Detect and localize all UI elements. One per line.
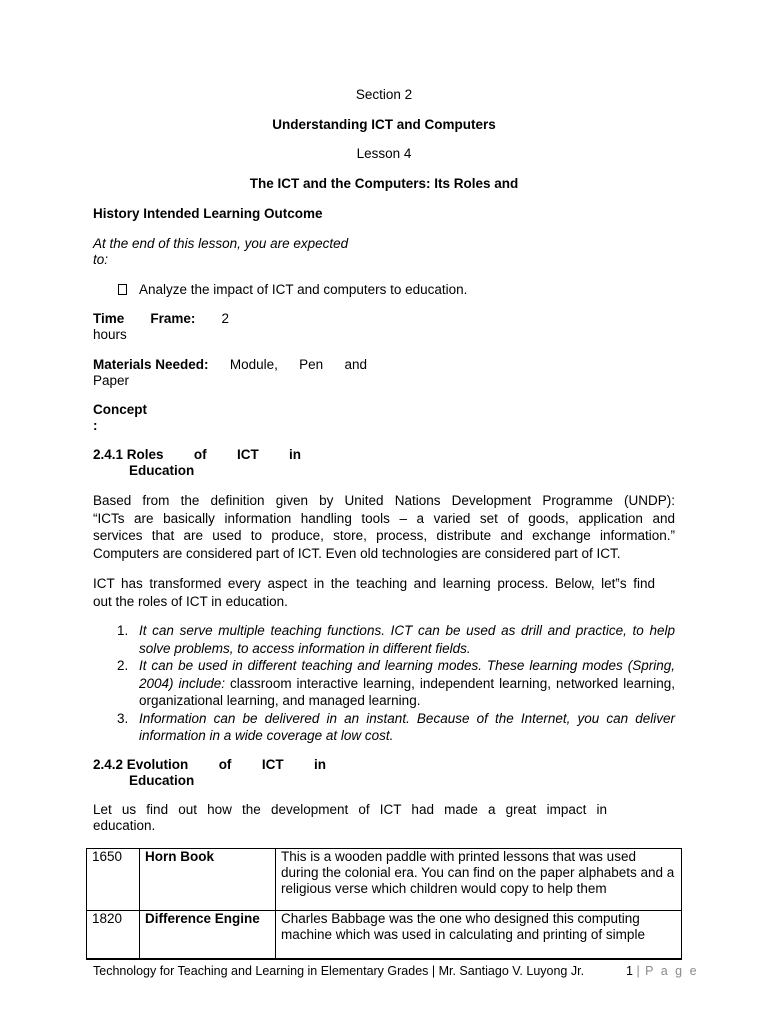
table-cell-name: Difference Engine [140,911,276,959]
heading-2-4-2-word1: Evolution [126,757,189,772]
list-item-italic: Information can be delivered in an instant. Because of the Internet, you can deliver information in a wide coverage at low cost. [139,710,675,743]
lesson-title: The ICT and the Computers: Its Roles and [249,176,519,191]
para1-line [93,545,675,563]
time-frame-line1 [93,311,229,327]
para1-line4: Computers are considered part of ICT. Even old technologies are considered part of ICT. [93,545,621,561]
list-item-number: 2. [117,658,129,673]
section-title: Understanding ICT and Computers [272,117,496,132]
para1-line [93,527,675,545]
materials-word2: Pen [299,357,324,372]
heading-2-4-1-line1 [93,447,301,463]
section-label: Section 2 [355,87,413,102]
footer-divider [86,959,682,960]
para1-line3: services that are used to produce, store, process, distribute and exchange information.” [93,528,675,543]
page-separator: | [636,964,642,978]
time-frame-word2: Frame: [150,311,196,326]
paragraph-transformed [93,575,655,610]
time-frame [93,311,229,343]
checkbox-bullet-icon [118,284,127,295]
list-item-number: 3. [117,710,129,726]
para2-line2: out the roles of ICT in education. [93,593,288,609]
evolution-intro-line2: education. [93,818,156,833]
evolution-intro-line1: Let us find out how the development of ICT had made a great impact in [93,802,607,817]
list-item [93,622,675,657]
para1-line1: Based from the definition given by United Nations Development Programme (UNDP): [93,493,675,508]
list-item [93,710,675,745]
list-item-italic: It can be used in different teaching and learning modes. These learning modes (Spring, 2004) include: [139,658,675,691]
heading-2-4-1-num [93,447,164,463]
list-item [93,657,675,710]
heading-2-4-2-line2: Education [129,773,195,788]
lesson-label: Lesson 4 [356,146,412,161]
heading-2-4-2-word3: ICT [261,757,284,772]
roles-list [93,622,675,745]
heading-2-4-2 [93,757,326,789]
heading-2-4-2-line1 [93,757,326,773]
outcome-heading: History Intended Learning Outcome [93,206,323,221]
outcome-intro-text1: At the end of this lesson, you are expected [93,236,349,251]
materials-line1 [93,357,367,373]
list-item-number: 1. [117,623,129,638]
materials-label: Materials Needed: [93,357,209,372]
table-cell-desc: This is a wooden paddle with printed lessons that was used during the colonial era. You can find on the paper alphabets and a religious verse which children would copy to help them [276,849,682,911]
table-cell-year: 1820 [87,911,140,959]
heading-2-4-2-number: 2.4.2 [93,757,124,772]
heading-2-4-2-word4: in [313,757,326,772]
list-item-plain: classroom interactive learning, independent learning, networked learning, organizational learning, and managed learning. [139,675,676,708]
page-label: P a g e [645,964,699,978]
heading-2-4-1-word1: Roles [126,447,164,462]
table-row [87,911,682,959]
table-cell-name: Horn Book [140,849,276,911]
heading-2-4-1-word2: of [193,447,207,462]
materials-line2: Paper [93,373,130,388]
concept-heading [93,402,147,434]
time-frame-value: 2 [221,311,229,326]
page-number-value: 1 [626,964,633,978]
materials-word1: Module, [229,357,278,372]
concept-line1: Concept [93,402,147,417]
para1-line [93,492,675,510]
outcome-bullet-text: Analyze the impact of ICT and computers to education. [139,282,468,297]
time-frame-unit: hours [93,327,127,342]
page-number [626,964,699,978]
para1-line2: “ICTs are basically information handling tools – a varied set of goods, application and [93,510,675,526]
list-item-italic: It can serve multiple teaching functions. ICT can be used as drill and practice, to help solve problems, to access information in different fields. [139,623,675,656]
footer-text: Technology for Teaching and Learning in Elementary Grades | Mr. Santiago V. Luyong Jr. [93,964,585,978]
outcome-intro [93,236,381,268]
heading-2-4-2-num [93,757,188,773]
paragraph-undp [93,492,675,562]
materials [93,357,367,389]
table-cell-year: 1650 [87,849,140,911]
paragraph-evolution [93,802,607,834]
para1-line [93,510,675,528]
table-row [87,849,682,911]
materials-word3: and [344,357,367,372]
heading-2-4-2-word2: of [218,757,232,772]
heading-2-4-1-line2: Education [129,463,195,478]
outcome-intro-line2: to: [93,252,109,267]
time-frame-word1: Time [93,311,125,326]
heading-2-4-1-word3: ICT [236,447,259,462]
table-cell-desc: Charles Babbage was the one who designed this computing machine which was used in calculating and printing of simple [276,911,682,959]
heading-2-4-1-word4: in [289,447,301,462]
evolution-table [86,848,682,959]
concept-line2: : [93,418,98,433]
heading-2-4-1-number: 2.4.1 [93,447,124,462]
outcome-intro-line1 [93,236,381,252]
para2-line1: ICT has transformed every aspect in the teaching and learning process. Below, let‟s find [93,576,655,591]
heading-2-4-1 [93,447,301,479]
